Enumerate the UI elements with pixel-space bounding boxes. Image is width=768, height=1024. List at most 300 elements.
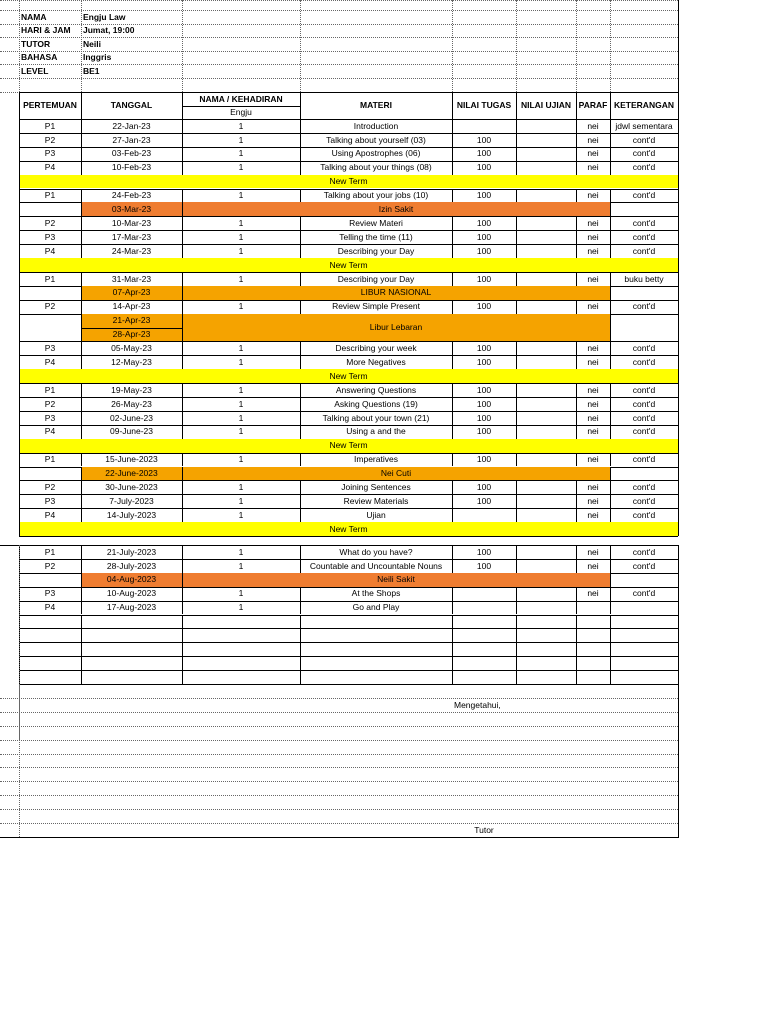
- attendance-cell: 1: [238, 343, 244, 354]
- grid-line: [182, 341, 183, 355]
- grid-line: [81, 341, 82, 355]
- nilai-ujian-cell: [516, 216, 576, 230]
- grid-line: [81, 244, 82, 258]
- grid-line: [452, 425, 453, 439]
- grid-line: [516, 92, 517, 119]
- grid-line: [452, 230, 453, 244]
- grid-line: [81, 453, 82, 467]
- grid-line: [182, 467, 183, 481]
- grid-line: [81, 545, 82, 559]
- materi-cell: Imperatives: [354, 454, 398, 465]
- grid-line: [81, 300, 82, 314]
- pertemuan-cell: P4: [44, 162, 56, 173]
- grid-line: [182, 545, 183, 559]
- grid-line: [19, 656, 678, 657]
- materi-cell: Review Materi: [349, 217, 403, 228]
- date-cell: 05-May-23: [111, 343, 152, 354]
- holiday-date: 21-Apr-23: [112, 315, 151, 326]
- grid-line: [0, 781, 678, 782]
- grid-line: [81, 161, 82, 175]
- grid-line: [610, 587, 611, 601]
- grid-line: [0, 712, 678, 713]
- grid-line: [0, 767, 678, 768]
- pertemuan-cell: P3: [44, 495, 56, 506]
- nilai-ujian-cell: [516, 480, 576, 494]
- grid-line: [81, 587, 82, 601]
- attendance-cell: 1: [238, 384, 244, 395]
- grid-line: [300, 0, 301, 92]
- materi-cell: Using Apostrophes (06): [331, 148, 421, 159]
- keterangan-cell: cont'd: [632, 560, 656, 571]
- grid-line: [182, 92, 183, 119]
- keterangan-cell: cont'd: [632, 245, 656, 256]
- grid-line: [182, 642, 183, 656]
- grid-line: [610, 467, 611, 481]
- grid-line: [610, 642, 611, 656]
- grid-line: [516, 642, 517, 656]
- keterangan-cell: cont'd: [632, 343, 656, 354]
- grid-line: [0, 698, 678, 699]
- grid-line: [576, 559, 577, 573]
- grid-line: [81, 355, 82, 369]
- nilai-ujian-cell: [516, 119, 576, 133]
- grid-line: [610, 494, 611, 508]
- grid-line: [610, 480, 611, 494]
- attendance-cell: 1: [238, 148, 244, 159]
- grid-line: [19, 615, 678, 616]
- keterangan-cell: cont'd: [632, 482, 656, 493]
- attendance-cell: 1: [238, 546, 244, 557]
- grid-line: [300, 161, 301, 175]
- grid-line: [452, 508, 453, 522]
- grid-line: [576, 601, 577, 615]
- info-label: HARI & JAM: [21, 25, 71, 36]
- grid-line: [300, 216, 301, 230]
- pertemuan-cell: P1: [44, 120, 56, 131]
- paraf-cell: nei: [587, 120, 599, 131]
- date-cell: 17-Aug-2023: [106, 602, 157, 613]
- pertemuan-cell: P2: [44, 398, 56, 409]
- grid-line: [576, 0, 577, 92]
- holiday-date: 03-Mar-23: [111, 204, 152, 215]
- grid-line: [516, 545, 517, 559]
- keterangan-cell: cont'd: [632, 412, 656, 423]
- keterangan-cell: cont'd: [632, 398, 656, 409]
- materi-cell: Talking about your jobs (10): [323, 190, 429, 201]
- grid-line: [81, 133, 82, 147]
- date-cell: 26-May-23: [111, 398, 152, 409]
- paraf-cell: nei: [587, 301, 599, 312]
- grid-line: [182, 508, 183, 522]
- attendance-cell: 1: [238, 301, 244, 312]
- grid-line: [516, 494, 517, 508]
- grid-line: [610, 0, 611, 92]
- grid-line: [516, 161, 517, 175]
- nilai-tugas-cell: 100: [476, 482, 492, 493]
- date-cell: 22-Jan-23: [112, 120, 151, 131]
- grid-line: [300, 615, 301, 629]
- header-paraf: PARAF: [578, 100, 608, 111]
- date-cell: 24-Feb-23: [111, 190, 152, 201]
- nilai-ujian-cell: [516, 397, 576, 411]
- grid-line: [610, 355, 611, 369]
- nilai-ujian-cell: [516, 453, 576, 467]
- grid-line: [0, 726, 678, 727]
- grid-line: [452, 628, 453, 642]
- grid-line: [452, 453, 453, 467]
- materi-cell: Countable and Uncountable Nouns: [309, 560, 443, 571]
- grid-line: [300, 494, 301, 508]
- grid-line: [182, 119, 183, 133]
- grid-line: [516, 341, 517, 355]
- grid-line: [182, 202, 183, 216]
- pertemuan-cell: P4: [44, 356, 56, 367]
- grid-line: [81, 328, 182, 329]
- grid-line: [610, 300, 611, 314]
- nilai-ujian-cell: [516, 133, 576, 147]
- grid-line: [300, 300, 301, 314]
- pertemuan-cell: P1: [44, 546, 56, 557]
- grid-line: [610, 230, 611, 244]
- keterangan-cell: cont'd: [632, 190, 656, 201]
- nilai-ujian-cell: [516, 587, 576, 601]
- grid-line: [81, 147, 82, 161]
- grid-line: [610, 216, 611, 230]
- grid-line: [81, 628, 82, 642]
- grid-line: [81, 494, 82, 508]
- grid-line: [610, 397, 611, 411]
- attendance-cell: 1: [238, 482, 244, 493]
- grid-line: [610, 628, 611, 642]
- grid-line: [452, 341, 453, 355]
- pertemuan-cell: P2: [44, 482, 56, 493]
- grid-line: [576, 480, 577, 494]
- pertemuan-cell: P1: [44, 454, 56, 465]
- materi-cell: Review Materials: [343, 495, 409, 506]
- grid-line: [182, 300, 183, 314]
- grid-line: [300, 244, 301, 258]
- grid-line: [300, 628, 301, 642]
- date-cell: 02-June-23: [109, 412, 153, 423]
- grid-line: [452, 133, 453, 147]
- paraf-cell: nei: [587, 398, 599, 409]
- grid-line: [516, 383, 517, 397]
- nilai-ujian-cell: [516, 545, 576, 559]
- keterangan-cell: cont'd: [632, 426, 656, 437]
- keterangan-cell: jdwl sementara: [615, 120, 673, 131]
- grid-line: [0, 795, 678, 796]
- date-cell: 15-June-2023: [105, 454, 158, 465]
- grid-line: [452, 615, 453, 629]
- grid-line: [182, 0, 183, 92]
- grid-line: [610, 244, 611, 258]
- grid-line: [300, 453, 301, 467]
- new-term-label: New Term: [329, 370, 368, 381]
- grid-line: [182, 559, 183, 573]
- grid-line: [81, 656, 82, 670]
- materi-cell: Describing your Day: [337, 273, 415, 284]
- grid-line: [19, 684, 678, 685]
- grid-line: [516, 189, 517, 203]
- nilai-tugas-cell: [452, 508, 516, 522]
- nilai-tugas-cell: 100: [476, 546, 492, 557]
- holiday-date: 07-Apr-23: [112, 287, 151, 298]
- nilai-tugas-cell: [452, 601, 516, 615]
- grid-line: [300, 656, 301, 670]
- info-label: LEVEL: [21, 65, 49, 76]
- attendance-cell: 1: [238, 426, 244, 437]
- materi-cell: Joining Sentences: [341, 482, 411, 493]
- grid-line: [81, 615, 82, 629]
- materi-cell: Review Simple Present: [332, 301, 420, 312]
- grid-line: [182, 670, 183, 684]
- nilai-ujian-cell: [516, 411, 576, 425]
- grid-line: [452, 92, 453, 119]
- materi-cell: What do you have?: [339, 546, 413, 557]
- grid-line: [81, 272, 82, 286]
- pertemuan-cell: P1: [44, 384, 56, 395]
- nilai-ujian-cell: [516, 189, 576, 203]
- grid-line: [452, 494, 453, 508]
- nilai-tugas-cell: 100: [476, 162, 492, 173]
- info-label: TUTOR: [21, 38, 51, 49]
- grid-line: [300, 559, 301, 573]
- grid-line: [81, 92, 82, 119]
- paraf-cell: nei: [587, 588, 599, 599]
- nilai-tugas-cell: 100: [476, 426, 492, 437]
- date-cell: 14-Apr-23: [112, 301, 151, 312]
- grid-line: [678, 0, 679, 536]
- paraf-cell: nei: [587, 546, 599, 557]
- keterangan-cell: buku betty: [624, 273, 664, 284]
- date-cell: 03-Feb-23: [111, 148, 152, 159]
- grid-line: [610, 119, 611, 133]
- grid-line: [182, 480, 183, 494]
- paraf-cell: nei: [587, 231, 599, 242]
- grid-line: [452, 161, 453, 175]
- holiday-label: Libur Lebaran: [369, 322, 423, 333]
- holiday-label: LIBUR NASIONAL: [360, 287, 432, 298]
- grid-line: [452, 601, 453, 615]
- grid-line: [576, 425, 577, 439]
- grid-line: [610, 508, 611, 522]
- attendance-cell: 1: [238, 120, 244, 131]
- pertemuan-cell: P4: [44, 426, 56, 437]
- nilai-tugas-cell: 100: [476, 245, 492, 256]
- grid-line: [610, 161, 611, 175]
- grid-line: [516, 230, 517, 244]
- grid-line: [182, 272, 183, 286]
- grid-line: [576, 189, 577, 203]
- keterangan-cell: cont'd: [632, 231, 656, 242]
- nilai-tugas-cell: [452, 119, 516, 133]
- attendance-cell: 1: [238, 509, 244, 520]
- grid-line: [182, 314, 183, 342]
- keterangan-cell: cont'd: [632, 546, 656, 557]
- materi-cell: Ujian: [366, 509, 386, 520]
- pertemuan-cell: P2: [44, 217, 56, 228]
- grid-line: [516, 670, 517, 684]
- grid-line: [81, 383, 82, 397]
- grid-line: [300, 587, 301, 601]
- grid-line: [576, 670, 577, 684]
- header-nilai-ujian: NILAI UJIAN: [520, 100, 572, 111]
- grid-line: [19, 628, 678, 629]
- grid-line: [610, 189, 611, 203]
- grid-line: [452, 670, 453, 684]
- grid-line: [182, 587, 183, 601]
- pertemuan-cell: P2: [44, 134, 56, 145]
- nilai-ujian-cell: [516, 383, 576, 397]
- nilai-tugas-cell: [452, 587, 516, 601]
- nilai-tugas-cell: 100: [476, 398, 492, 409]
- grid-line: [516, 411, 517, 425]
- grid-line: [81, 573, 82, 587]
- grid-line: [300, 670, 301, 684]
- materi-cell: Telling the time (11): [339, 231, 413, 242]
- grid-line: [182, 147, 183, 161]
- grid-line: [300, 480, 301, 494]
- grid-line: [300, 189, 301, 203]
- date-cell: 12-May-23: [111, 356, 152, 367]
- grid-line: [300, 545, 301, 559]
- grid-line: [182, 161, 183, 175]
- grid-line: [182, 411, 183, 425]
- info-value: Inggris: [83, 52, 112, 63]
- grid-line: [576, 355, 577, 369]
- grid-line: [300, 601, 301, 615]
- grid-line: [610, 601, 611, 615]
- paraf-cell: nei: [587, 454, 599, 465]
- grid-line: [300, 508, 301, 522]
- nilai-ujian-cell: [516, 161, 576, 175]
- header-keterangan: KETERANGAN: [614, 100, 674, 111]
- paraf-cell: nei: [587, 190, 599, 201]
- grid-line: [300, 383, 301, 397]
- grid-line: [516, 0, 517, 92]
- grid-line: [516, 656, 517, 670]
- pertemuan-cell: P2: [44, 560, 56, 571]
- date-cell: 19-May-23: [111, 384, 152, 395]
- grid-line: [300, 355, 301, 369]
- paraf-cell: nei: [587, 134, 599, 145]
- paraf-cell: nei: [587, 412, 599, 423]
- materi-cell: Answering Questions: [335, 384, 417, 395]
- grid-line: [0, 823, 678, 824]
- header-tanggal: TANGGAL: [110, 100, 153, 111]
- paraf-cell: nei: [587, 273, 599, 284]
- grid-line: [81, 0, 82, 92]
- grid-line: [182, 656, 183, 670]
- grid-line: [576, 244, 577, 258]
- grid-line: [576, 383, 577, 397]
- grid-line: [516, 425, 517, 439]
- pertemuan-cell: P2: [44, 301, 56, 312]
- materi-cell: Talking about yourself (03): [326, 134, 426, 145]
- grid-line: [452, 383, 453, 397]
- grid-line: [81, 508, 82, 522]
- grid-line: [182, 573, 183, 587]
- materi-cell: Asking Questions (19): [334, 398, 418, 409]
- attendance-cell: 1: [238, 162, 244, 173]
- materi-cell: Go and Play: [352, 602, 400, 613]
- nilai-tugas-cell: 100: [476, 412, 492, 423]
- keterangan-cell: cont'd: [632, 588, 656, 599]
- grid-line: [576, 453, 577, 467]
- grid-line: [182, 453, 183, 467]
- grid-line: [678, 545, 679, 838]
- paraf-cell: nei: [587, 509, 599, 520]
- grid-line: [516, 355, 517, 369]
- paraf-cell: nei: [587, 245, 599, 256]
- grid-line: [576, 615, 577, 629]
- grid-line: [300, 397, 301, 411]
- grid-line: [81, 411, 82, 425]
- grid-line: [576, 272, 577, 286]
- grid-line: [516, 147, 517, 161]
- grid-line: [452, 244, 453, 258]
- grid-line: [516, 216, 517, 230]
- grid-line: [516, 119, 517, 133]
- paraf-cell: nei: [587, 217, 599, 228]
- grid-line: [576, 341, 577, 355]
- grid-line: [182, 494, 183, 508]
- grid-line: [452, 216, 453, 230]
- new-term-label: New Term: [329, 259, 368, 270]
- grid-line: [182, 286, 183, 300]
- grid-line: [19, 545, 20, 837]
- tutor-label: Tutor: [474, 824, 494, 835]
- paraf-cell: nei: [587, 495, 599, 506]
- grid-line: [452, 656, 453, 670]
- info-label: NAMA: [21, 11, 47, 22]
- attendance-cell: 1: [238, 190, 244, 201]
- grid-line: [182, 601, 183, 615]
- grid-line: [452, 545, 453, 559]
- grid-line: [182, 615, 183, 629]
- grid-line: [610, 341, 611, 355]
- nilai-tugas-cell: 100: [476, 301, 492, 312]
- grid-line: [81, 216, 82, 230]
- grid-line: [576, 545, 577, 559]
- grid-line: [81, 119, 82, 133]
- grid-line: [19, 119, 678, 120]
- materi-cell: Introduction: [353, 120, 399, 131]
- grid-line: [610, 383, 611, 397]
- nilai-tugas-cell: 100: [476, 190, 492, 201]
- info-label: BAHASA: [21, 52, 58, 63]
- grid-line: [300, 92, 301, 119]
- keterangan-cell: cont'd: [632, 384, 656, 395]
- grid-line: [81, 480, 82, 494]
- grid-line: [516, 559, 517, 573]
- grid-line: [516, 587, 517, 601]
- pertemuan-cell: P3: [44, 231, 56, 242]
- date-cell: 10-Aug-2023: [106, 588, 157, 599]
- grid-line: [300, 230, 301, 244]
- grid-line: [19, 536, 678, 537]
- grid-line: [452, 147, 453, 161]
- keterangan-cell: cont'd: [632, 162, 656, 173]
- grid-line: [576, 628, 577, 642]
- pertemuan-cell: P4: [44, 245, 56, 256]
- paraf-cell: nei: [587, 356, 599, 367]
- grid-line: [576, 133, 577, 147]
- materi-cell: At the Shops: [351, 588, 401, 599]
- grid-line: [81, 397, 82, 411]
- materi-cell: More Negatives: [346, 356, 406, 367]
- grid-line: [576, 642, 577, 656]
